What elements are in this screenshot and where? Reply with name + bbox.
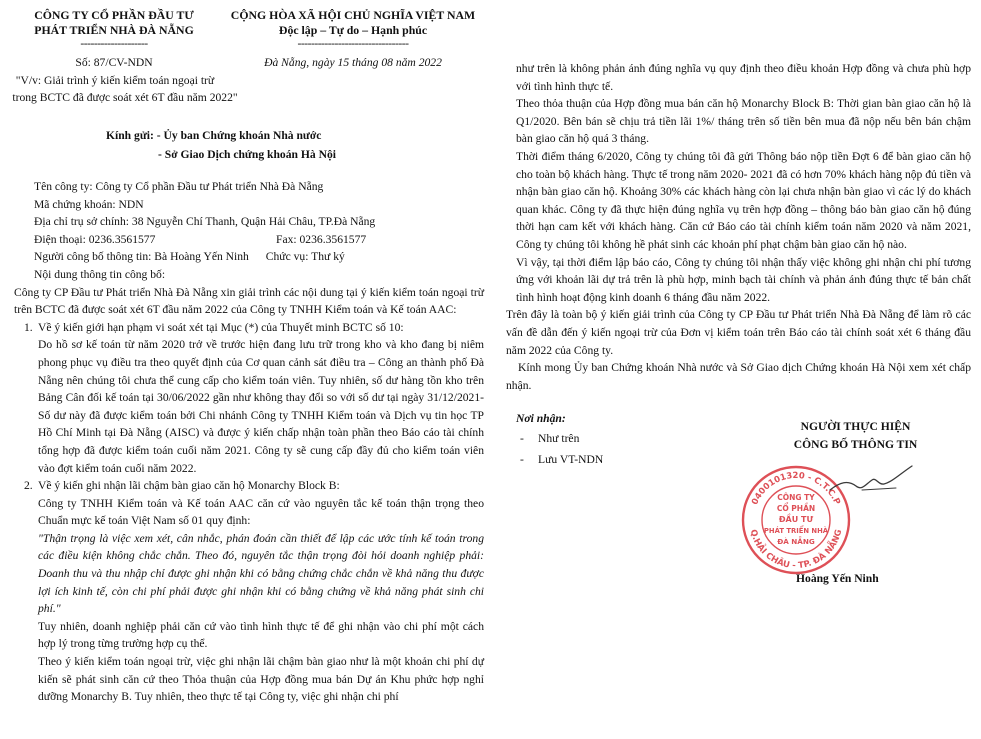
info-discloser: Người công bố thông tin: Bà Hoàng Yến Ninh <box>34 250 249 264</box>
info-discloser-row <box>14 248 484 266</box>
item2-number: 2. <box>24 479 33 493</box>
intro-paragraph: Công ty CP Đầu tư Phát triển Nhà Đà Nẵng xin giải trình các nội dung tại ý kiến kiểm toán ngoại trừ trên BCTC đã được soát xét 6T đầu năm 2022 của Công ty TNHH Kiểm toán và Kế toán AAC: <box>14 285 484 317</box>
document-number: Số: 87/CV-NDN <box>75 56 153 69</box>
right-paragraph-2: Theo thỏa thuận của Hợp đồng mua bán căn hộ Monarchy Block B: Thời gian bàn giao căn hộ là Q1/2020. Bên bán sẽ chịu trả tiền lãi 1%/ tháng trên số tiền bên mua đã nộp nếu bên bán chậm bàn giao căn hộ quá 3 tháng. <box>516 97 971 146</box>
left-column <box>14 8 484 706</box>
recipients-list-item <box>516 449 716 470</box>
info-contact <box>14 231 484 249</box>
item2-title: Về ý kiến ghi nhận lãi chậm bàn giao căn hộ Monarchy Block B: <box>38 479 340 493</box>
right-paragraph-6: Kính mong Ủy ban Chứng khoán Nhà nước và Sở Giao dịch Chứng khoán Hà Nội xem xét chấp nhận. <box>506 361 971 392</box>
item2-text3: Theo ý kiến kiểm toán ngoại trừ, việc ghi nhận lãi chậm bàn giao như là một khoản chi phí dự kiến sẽ phát sinh căn cứ theo Thỏa thuận của Hợp đồng mua bán Dự án Khu phức hợp nghỉ dưỡng Monarchy B. Tuy nhiên, theo thực tế tại Công ty, việc ghi nhận chi phí <box>38 655 484 704</box>
seal-center-line3: ĐẦU TƯ <box>778 515 814 525</box>
recipient-item-1: Như trên <box>538 431 580 445</box>
right-paragraph-4: Vì vậy, tại thời điểm lập báo cáo, Công ty chúng tôi nhận thấy việc không ghi nhận chi phí tương ứng với khoản lãi dự trả trên là phù hợp, minh bạch tài chính và phản ánh đúng thực tế bản chất tình hình hoạt động kinh doanh 6 tháng đầu năm 2022. <box>516 255 971 304</box>
document-header <box>14 8 484 114</box>
subject-line2: trong BCTC đã được soát xét 6T đầu năm 2022" <box>12 91 238 105</box>
recipients-list-item <box>516 428 716 449</box>
recipient-line2: - Sở Giao Dịch chứng khoán Hà Nội <box>158 148 336 161</box>
handwritten-signature-icon <box>826 460 916 500</box>
document-date: Đà Nẵng, ngày 15 tháng 08 năm 2022 <box>264 56 442 69</box>
info-address: Địa chỉ trụ sở chính: 38 Nguyễn Chí Thanh, Quận Hải Châu, TP.Đà Nẵng <box>34 215 376 229</box>
info-phone: Điện thoại: 0236.3561577 <box>34 232 156 246</box>
info-position: Chức vụ: Thư ký <box>265 250 345 264</box>
subject-line1: "V/v: Giải trình ý kiến kiểm toán ngoại trừ <box>15 73 215 87</box>
list-dash: - <box>520 452 524 466</box>
info-content-label: Nội dung thông tin công bố: <box>34 267 166 281</box>
recipients-list <box>516 410 716 470</box>
company-info <box>14 178 484 284</box>
signer-name: Hoàng Yến Ninh <box>796 572 879 586</box>
item1-heading <box>14 319 484 337</box>
item1-text: Do hồ sơ kế toán từ năm 2020 trở về trước hiện đang lưu trữ trong kho và kho đang bị niêm phong phục vụ điều tra theo quyết định của Cơ quan cảnh sát điều tra – Công an thành phố Đà Nẵng nên chúng tôi chưa thể cung cấp cho kiểm toán viên. Tuy nhiên, số dư hàng tồn kho trên Bảng Cân đối kế toán tại 30/06/2022 gần như không thay đổi so với số dư tại ngày 31/12/2021- Số dư này đã được kiểm toán bởi Chi nhánh Công ty TNHH Kiểm toán và Dịch vụ tin học TP Hồ Chí Minh tại Đà Nẵng (AISC) và được ý kiến chấp nhận toàn phần theo Báo cáo tài chính tổng hợp đã được kiểm toán cuối năm 2021. Công ty sẽ cung cấp đầy đủ cho kiểm toán viên vào đợt kiểm toán cuối năm 2022. <box>38 338 484 475</box>
seal-top-text: 0400101320 - C.T.C.P <box>750 471 842 507</box>
right-paragraph-3: Thời điểm tháng 6/2020, Công ty chúng tôi đã gửi Thông báo nộp tiền Đợt 6 để bàn giao căn hộ cho toàn bộ khách hàng. Thực tế trong năm 2020- 2021 đã có hơn 70% khách hàng nộp đủ tiền và nhận bàn giao căn hộ. Khoảng 30% các khách hàng còn lại chưa nhận bàn giao vì các lý do khách quan khác. Công ty đã thực hiện đúng nghĩa vụ trên hợp đồng – thông báo bàn giao căn hộ đúng thời hạn cam kết với khách hàng. Căn cứ Báo cáo tài chính kiểm toán năm 2020 và năm 2021, Công ty chúng tôi không hề phát sinh các khoản phí phạt chậm bàn giao căn hộ nào. <box>516 149 971 251</box>
company-name-line1: CÔNG TY CỔ PHẦN ĐẦU TƯ <box>34 8 194 22</box>
item2-text2: Tuy nhiên, doanh nghiệp phải căn cứ vào tình hình thực tế để ghi nhận vào chi phí một cách hợp lý trong từng trường hợp cụ thể. <box>38 619 484 651</box>
company-rule: -------------------- <box>80 37 148 50</box>
item2-heading <box>14 477 484 495</box>
info-company: Tên công ty: Công ty Cổ phần Đầu tư Phát triển Nhà Đà Nẵng <box>34 180 324 193</box>
motto-rule: --------------------------------- <box>297 37 409 50</box>
info-fax: Fax: 0236.3561577 <box>276 232 367 246</box>
signer-title-line1: NGƯỜI THỰC HIỆN <box>800 420 911 434</box>
seal-center-line2: CỔ PHẦN <box>776 504 816 514</box>
motto: Độc lập – Tự do – Hạnh phúc <box>278 22 428 37</box>
right-paragraph-5: Trên đây là toàn bộ ý kiến giải trình của Công ty CP Đầu tư Phát triển Nhà Đà Nẵng để làm rõ các vấn đề dẫn đến ý kiến ngoại trừ của Đơn vị kiểm toán trên Báo cáo tài chính soát xét 6 tháng đầu năm 2022 của Công ty. <box>506 308 971 357</box>
nation-block <box>222 8 484 72</box>
recipient-line1: Kính gửi: - Ủy ban Chứng khoán Nhà nước <box>106 129 322 142</box>
item1-title: Về ý kiến giới hạn phạm vi soát xét tại Mục (*) của Thuyết minh BCTC số 10: <box>38 320 404 334</box>
item2-text1: Công ty TNHH Kiểm toán và Kế toán AAC căn cứ vào nguyên tắc kế toán thận trọng theo Chuẩn mực kế toán Việt Nam số 01 quy định: <box>38 496 484 528</box>
item2-quote: "Thận trọng là việc xem xét, cân nhắc, phán đoán cần thiết để lập các ước tính kế toán trong các điều kiện không chắc chắn. Theo đó, nguyên tắc thận trọng đòi hỏi doanh nghiệp phải: Doanh thu và thu nhập chỉ được ghi nhận khi có bằng chứng chắc chắn về khả năng thu được lợi ích kinh tế, còn chi phí phải được ghi nhận khi có bằng chứng về khả năng phát sinh chi phí." <box>38 531 484 616</box>
seal-center-line4: PHÁT TRIỂN NHÀ <box>763 527 829 536</box>
info-ticker: Mã chứng khoán: NDN <box>34 197 144 211</box>
right-paragraph-1: như trên là không phản ánh đúng nghĩa vụ quy định theo điều khoản Hợp đồng và chưa phù hợp với tình hình thực tế. <box>516 62 971 93</box>
nation-title: CỘNG HÒA XÃ HỘI CHỦ NGHĨA VIỆT NAM <box>230 8 476 22</box>
company-block <box>12 8 238 107</box>
signer-title-line2: CÔNG BỐ THÔNG TIN <box>793 437 918 451</box>
signer-title <box>740 418 971 453</box>
recipient-item-2: Lưu VT-NDN <box>538 452 604 466</box>
item1-number: 1. <box>24 320 33 334</box>
recipients-block <box>106 126 484 164</box>
signature-section <box>516 410 971 610</box>
seal-bottom-text: Q.HẢI CHÂU - TP. ĐÀ NẴNG <box>747 528 845 572</box>
seal-center-line1: CÔNG TY <box>777 493 815 503</box>
right-column <box>506 60 971 610</box>
list-dash: - <box>520 431 524 445</box>
seal-center-line5: ĐÀ NẴNG <box>777 537 815 547</box>
recipients-list-title: Nơi nhận: <box>516 412 566 426</box>
company-name-line2: PHÁT TRIỂN NHÀ ĐÀ NẴNG <box>34 22 194 37</box>
